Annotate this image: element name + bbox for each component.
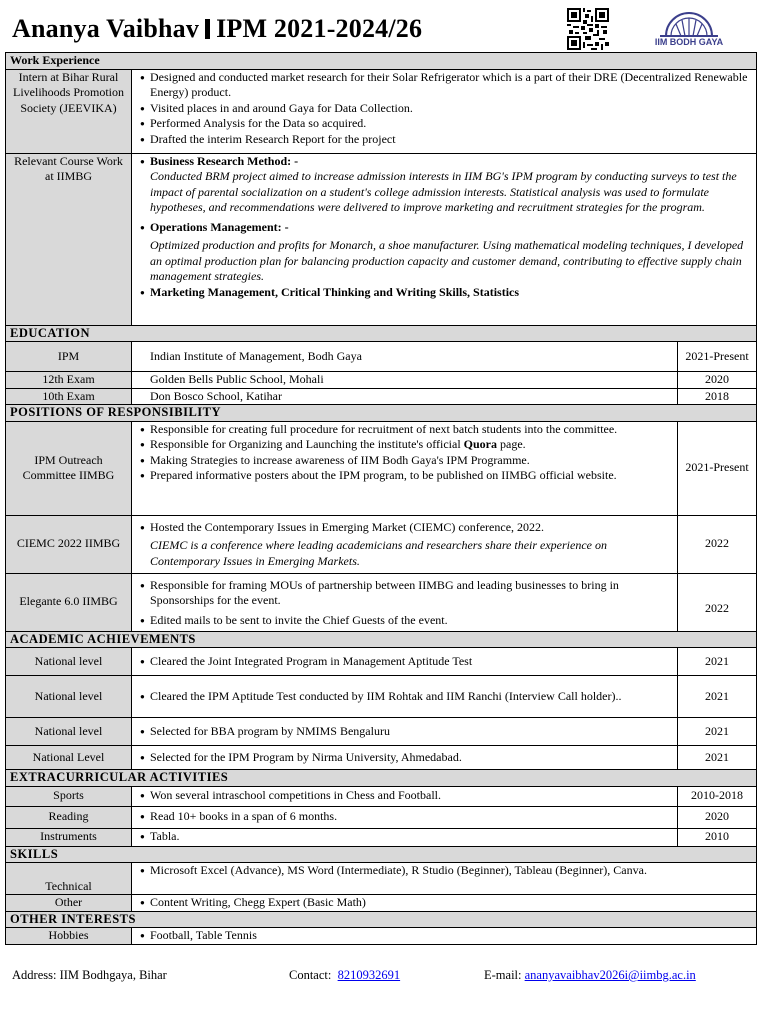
table-row	[6, 718, 757, 746]
section-academic-achievements	[6, 631, 757, 648]
table-row	[6, 895, 757, 912]
iim-bodh-gaya-logo	[648, 4, 730, 50]
table-row	[6, 928, 757, 945]
resume-header	[0, 0, 768, 52]
row-detail	[132, 828, 678, 846]
resume-table	[5, 52, 757, 945]
row-label: Elegante 6.0 IIMBG	[6, 573, 132, 631]
list-item: ● Drafted the interim Research Report for the project	[138, 132, 752, 148]
list-item: ● Responsible for framing MOUs of partnership between IIMBG and leading businesses to bring in Sponsorships for the event.	[138, 578, 673, 609]
phone-link[interactable]: 8210932691	[337, 968, 401, 982]
row-year: 2010-2018	[678, 786, 757, 806]
row-label: National level	[6, 676, 132, 718]
table-row	[6, 342, 757, 372]
quora-text: Quora	[463, 437, 497, 451]
logo-label: IIM BODH GAYA	[654, 37, 724, 47]
row-label: CIEMC 2022 IIMBG	[6, 515, 132, 573]
row-detail	[132, 746, 678, 770]
list-item: ● Designed and conducted market research for their Solar Refrigerator which is a part of their DRE (Decentralized Renewable Energy) product.	[138, 70, 752, 101]
table-row	[6, 388, 757, 405]
row-label: National Level	[6, 746, 132, 770]
table-row	[6, 806, 757, 828]
row-year: 2021	[678, 746, 757, 770]
section-positions-of-responsibility	[6, 405, 757, 422]
row-detail	[132, 515, 678, 573]
row-detail	[132, 718, 678, 746]
table-row	[6, 786, 757, 806]
row-year: 2021	[678, 718, 757, 746]
list-item: ● Hosted the Contemporary Issues in Emerging Market (CIEMC) conference, 2022.	[138, 520, 673, 536]
table-row	[6, 863, 757, 895]
list-item: ● Football, Table Tennis	[138, 928, 752, 944]
email	[484, 968, 696, 983]
row-year: 2021-Present	[678, 421, 757, 515]
list-item: ● Cleared the IPM Aptitude Test conducted by IIM Rohtak and IIM Ranchi (Interview Call holder)..	[138, 689, 673, 705]
row-year: 2021	[678, 676, 757, 718]
section-title: OTHER INTERESTS	[6, 911, 757, 928]
row-detail	[132, 895, 757, 912]
list-item: ● Content Writing, Chegg Expert (Basic Math)	[138, 895, 752, 911]
row-label: 12th Exam	[6, 372, 132, 389]
row-year: 2020	[678, 372, 757, 389]
bullet-list	[138, 285, 752, 301]
row-detail	[132, 421, 678, 515]
row-label: Reading	[6, 806, 132, 828]
row-detail	[132, 648, 678, 676]
address-value: IIM Bodhgaya, Bihar	[59, 968, 167, 982]
row-label: National level	[6, 648, 132, 676]
section-skills	[6, 846, 757, 863]
bullet-list	[138, 154, 752, 170]
table-row	[6, 648, 757, 676]
bullet-list	[138, 70, 752, 148]
candidate-name: Ananya Vaibhav	[12, 14, 200, 43]
row-detail	[132, 863, 757, 895]
list-item: ● Microsoft Excel (Advance), MS Word (Intermediate), R Studio (Beginner), Tableau (Beginner), Canva.	[138, 863, 752, 879]
row-detail: Golden Bells Public School, Mohali	[132, 372, 678, 389]
section-title: ACADEMIC ACHIEVEMENTS	[6, 631, 757, 648]
title-separator	[205, 19, 210, 39]
address-label: Address:	[12, 968, 57, 982]
email-link[interactable]: ananyavaibhav2026i@iimbg.ac.in	[524, 968, 696, 982]
table-row	[6, 153, 757, 325]
row-year: 2020	[678, 806, 757, 828]
list-item: ● Prepared informative posters about the IPM program, to be published on IIMBG official website.	[138, 468, 673, 484]
section-title: SKILLS	[6, 846, 757, 863]
list-item: ● Visited places in and around Gaya for Data Collection.	[138, 101, 752, 117]
contact	[289, 968, 400, 983]
item-text: page.	[500, 437, 526, 451]
logo-emblem-icon	[648, 4, 730, 38]
row-label: Relevant Course Work at IIMBG	[6, 153, 132, 325]
row-year: 2022	[678, 515, 757, 573]
table-row	[6, 515, 757, 573]
list-item: ● Won several intraschool competitions in Chess and Football.	[138, 788, 673, 804]
section-title: EDUCATION	[6, 325, 757, 342]
item-text: Responsible for Organizing and Launching the institute's official	[150, 437, 461, 451]
row-detail	[132, 573, 678, 631]
list-item: ● Operations Management: -	[138, 220, 752, 236]
list-item: ● Performed Analysis for the Data so acquired.	[138, 116, 752, 132]
table-row	[6, 676, 757, 718]
section-education	[6, 325, 757, 342]
row-label: IPM Outreach Committee IIMBG	[6, 421, 132, 515]
row-year: 2010	[678, 828, 757, 846]
section-title: EXTRACURRICULAR ACTIVITIES	[6, 770, 757, 787]
email-label: E-mail:	[484, 968, 522, 982]
table-row	[6, 69, 757, 153]
row-label: Technical	[6, 863, 132, 895]
list-item: ● Read 10+ books in a span of 6 months.	[138, 809, 673, 825]
bullet-list	[138, 220, 752, 236]
row-detail: Indian Institute of Management, Bodh Gaya	[132, 342, 678, 372]
candidate-title	[12, 14, 422, 44]
bullet-list	[138, 422, 673, 484]
row-detail	[132, 153, 757, 325]
event-description: CIEMC is a conference where leading academicians and researchers share their experience on Contemporary Issues in Emerging Markets.	[150, 538, 607, 568]
section-extracurricular	[6, 770, 757, 787]
course-description: Conducted BRM project aimed to increase admission interests in IIM BG's IPM program by conducting surveys to test the impact of parental socialization on a student's college admission interests. Statistical analysis was used to formulate hypotheses, and recommendations were delivered to improve marketing and recruitment strategies for the program.	[150, 169, 737, 214]
address	[12, 968, 167, 983]
row-year: 2022	[678, 573, 757, 631]
qr-code-icon[interactable]	[565, 8, 611, 50]
row-label: National level	[6, 718, 132, 746]
program-years: IPM 2021-2024/26	[216, 14, 423, 43]
row-year: 2021	[678, 648, 757, 676]
section-title: Work Experience	[6, 53, 757, 70]
section-work-experience	[6, 53, 757, 70]
bullet-list	[138, 520, 673, 536]
list-item: ● Tabla.	[138, 829, 673, 845]
list-item	[138, 437, 673, 453]
list-item: ● Selected for the IPM Program by Nirma University, Ahmedabad.	[138, 750, 673, 766]
list-item: ● Edited mails to be sent to invite the Chief Guests of the event.	[138, 613, 673, 629]
list-item: ● Business Research Method: -	[138, 154, 752, 170]
table-row	[6, 746, 757, 770]
section-other-interests	[6, 911, 757, 928]
row-label: Intern at Bihar Rural Livelihoods Promotion Society (JEEVIKA)	[6, 69, 132, 153]
course-description: Optimized production and profits for Monarch, a shoe manufacturer. Using mathematical modeling techniques, I developed an optimal production plan for balancing production capacity and customer demand, contributing to effective supply chain management strategies.	[150, 238, 744, 283]
row-label: Hobbies	[6, 928, 132, 945]
row-label: Sports	[6, 786, 132, 806]
row-label: Other	[6, 895, 132, 912]
table-row	[6, 372, 757, 389]
list-item: ● Marketing Management, Critical Thinking and Writing Skills, Statistics	[138, 285, 752, 301]
row-detail	[132, 928, 757, 945]
list-item: ● Cleared the Joint Integrated Program in Management Aptitude Test	[138, 654, 673, 670]
table-row	[6, 421, 757, 515]
row-label: 10th Exam	[6, 388, 132, 405]
bullet-list	[138, 578, 673, 629]
row-year: 2021-Present	[678, 342, 757, 372]
row-detail: Don Bosco School, Katihar	[132, 388, 678, 405]
list-item: ● Selected for BBA program by NMIMS Bengaluru	[138, 724, 673, 740]
row-year: 2018	[678, 388, 757, 405]
row-detail	[132, 786, 678, 806]
section-title: POSITIONS OF RESPONSIBILITY	[6, 405, 757, 422]
row-label: Instruments	[6, 828, 132, 846]
row-detail	[132, 806, 678, 828]
contact-label: Contact:	[289, 968, 332, 982]
row-detail	[132, 69, 757, 153]
table-row	[6, 828, 757, 846]
list-item: ● Responsible for creating full procedure for recruitment of next batch students into the committee.	[138, 422, 673, 438]
row-detail	[132, 676, 678, 718]
table-row	[6, 573, 757, 631]
list-item: ● Making Strategies to increase awareness of IIM Bodh Gaya's IPM Programme.	[138, 453, 673, 469]
row-label: IPM	[6, 342, 132, 372]
